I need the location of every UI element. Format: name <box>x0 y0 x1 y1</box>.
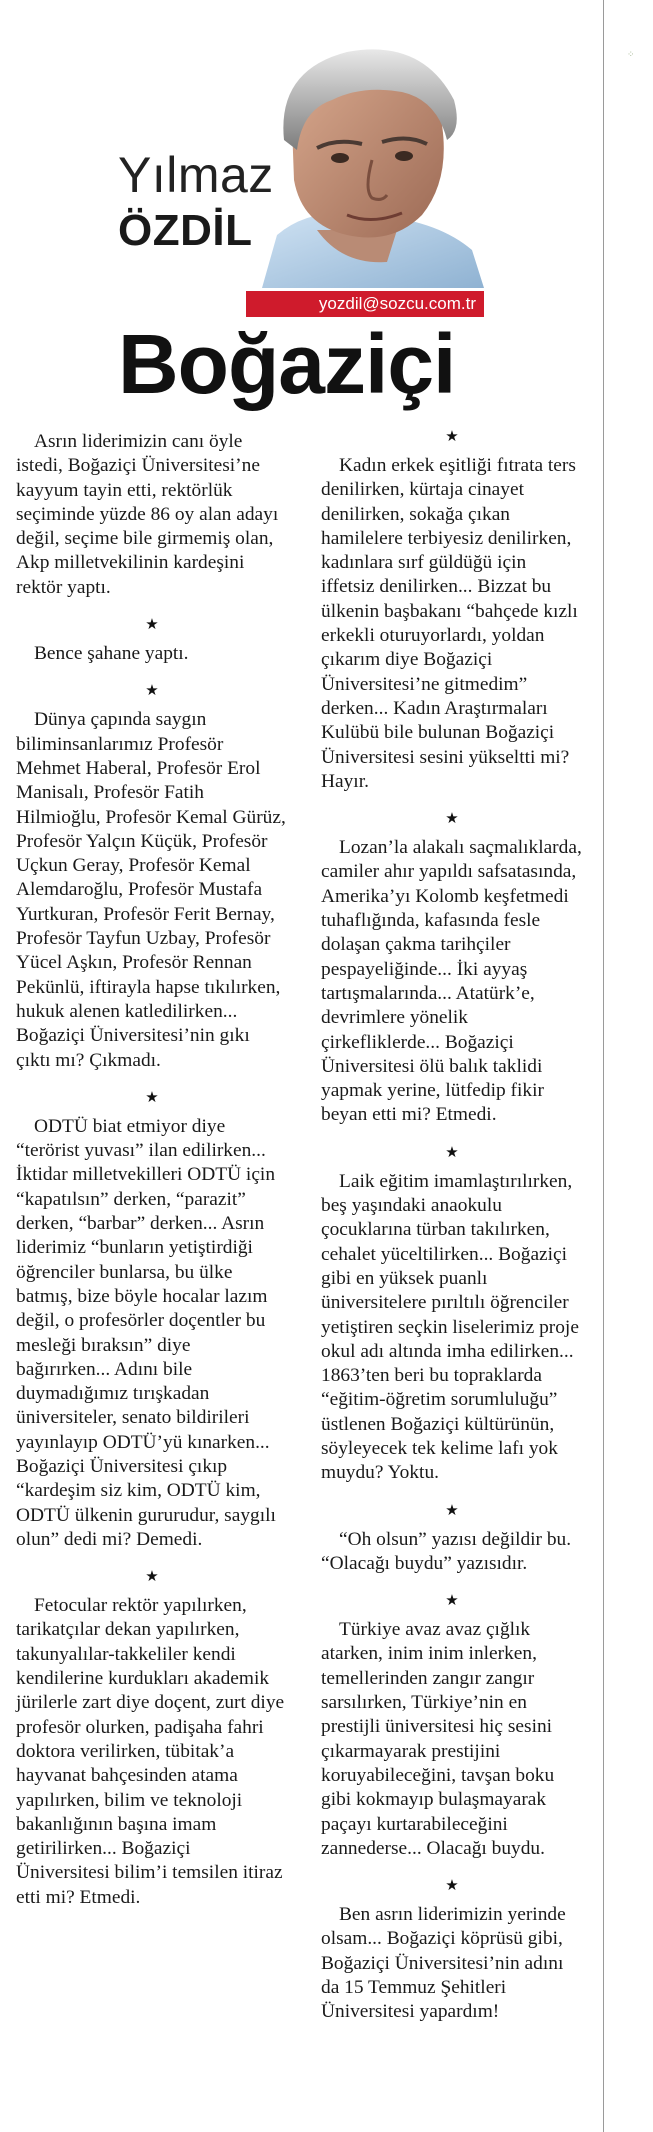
left-paragraph-3: Dünya çapında saygın biliminsanlarımız Profesör Mehmet Haberal, Profesör Erol Manisalı, Profesör Fatih Hilmioğlu, Profesör Kemal Gürüz, Profesör Yalçın Küçük, Profesör Uçkun Geray, Profesör Kemal Alemdaroğlu, Profesör Mustafa Yurtkuran, Profesör Ferit Bernay, Profesör Tayfun Uzbay, Profesör Yücel Aşkın, Profesör Rennan Pekünlü, iftirayla hapse tıkılırken, hukuk alenen katledilirken... Boğaziçi Üniversitesi’nin gıkı çıktı mı? Çıkmadı. <box>16 709 286 1071</box>
left-paragraph-4: ODTÜ biat etmiyor diye “terörist yuvası” ilan edilirken... İktidar milletvekilleri ODTÜ için “kapatılsın” derken, “parazit” derken, “barbar” derken... Asrın liderimiz “bunların yetiştirdiği öğrenciler bunlarsa, bu ülke batmış, bize böyle hocalar lazım değil, o profesörler doçentler bu mesleği bıraksın” diye bağırırken... Adını bile duymadığımız tırışkadan üniversiteler, senato bildirileri yayınlayıp ODTÜ’yü kınarken... Boğaziçi Üniversitesi çıkıp “kardeşim siz kim, ODTÜ kim, ODTÜ ülkenin gururudur, saygılı olun” dedi mi? Demedi. <box>16 1115 276 1550</box>
right-paragraph-1: Kadın erkek eşitliği fıtrata ters denilirken, kürtaja cinayet denilirken, sokağa çıkan hamilelere terbiyesiz denilirken, kadınlara sırf güldüğü için iffetsiz denilirken... Bizzat bu ülkenin başbakanı “bahçede kızlı erkekli oturuyorlardı, yoldan çıkarım diye Boğaziçi Üniversitesi’ne gitmedim” derken... Kadın Araştırmaları Kulübü bile bulunan Boğaziçi Üniversitesi sesini yükseltti mi? Hayır. <box>321 455 578 792</box>
article-right-column <box>321 427 583 2025</box>
left-paragraph-5: Fetocular rektör yapılırken, tarikatçılar dekan yapılırken, takunyalılar-takkeliler kendi kendilerine kurdukları akademik jürilerle zart diye doçent, zurt diye profesör olurken, padişaha fahri doktora verilirken, tübitak’a hayvanat bahçesinden atama yapılırken, bilim ve teknoloji bakanlığının başına imam getirilirken... Boğaziçi Üniversitesi bilim’i temsilen itiraz etti mi? Etmedi. <box>16 1595 285 1908</box>
left-paragraph-2: Bence şahane yaptı. <box>34 643 189 665</box>
star-separator-icon: ★ <box>445 809 459 828</box>
star-separator-icon: ★ <box>445 1500 459 1519</box>
columnist-email[interactable]: yozdil@sozcu.com.tr <box>318 294 476 313</box>
star-separator-icon: ★ <box>145 615 159 634</box>
right-paragraph-3: Laik eğitim imamlaştırılırken, beş yaşındaki anaokulu çocuklarına türban takılırken, cehalet yüceltilirken... Boğaziçi gibi en yüksek puanlı üniversitelere pırıltılı öğrenciler yetiştiren seçkin liselerimiz proje okul adı altında imha edilirken... 1863’ten beri bu topraklarda “eğitim-öğretim sorumluluğu” üstlenen Boğaziçi kültürünün, söyleyecek tek kelime lafı yok muydu? Yoktu. <box>321 1170 579 1484</box>
article-left-column <box>16 430 288 1910</box>
star-separator-icon: ★ <box>445 1591 459 1610</box>
right-paragraph-4: “Oh olsun” yazısı değildir bu. “Olacağı buydu” yazısıdır. <box>321 1528 572 1574</box>
registration-mark-icon: ⁘ <box>627 50 637 60</box>
columnist-last-name: ÖZDİL <box>118 206 253 255</box>
column-divider-line <box>603 0 604 2132</box>
star-separator-icon: ★ <box>145 1567 159 1586</box>
star-separator-icon: ★ <box>145 1087 159 1106</box>
star-separator-icon: ★ <box>445 1876 459 1895</box>
article-headline: Boğaziçi <box>118 317 456 411</box>
columnist-first-name: Yılmaz <box>118 147 274 203</box>
right-paragraph-5: Türkiye avaz avaz çığlık atarken, inim inim inlerken, temellerinden zangır zangır sarsılırken, Türkiye’nin en prestijli üniversitesi hiç sesini çıkarmayarak prestijini koruyabileceğini, tavşan boku gibi kokmayıp bulaşmayarak paçayı kurtarabileceğini zannederse... Olacağı buydu. <box>321 1619 555 1859</box>
column-header <box>0 0 603 411</box>
star-separator-icon: ★ <box>445 1142 459 1161</box>
email-banner <box>246 291 484 317</box>
star-separator-icon: ★ <box>145 681 159 700</box>
right-paragraph-2: Lozan’la alakalı saçmalıklarda, camiler ahır yapıldı safsatasında, Amerika’yı Kolomb keşfetmedi tuhaflığında, kafasında fesle dolaşan çakma tarihçiler pespayeliğinde... İki ayyaş tartışmalarında... Atatürk’e, devrimlere yönelik çirkefliklerde... Boğaziçi Üniversitesi ölü balık taklidi yapmak yerine, lütfedip fikir beyan etti mi? Etmedi. <box>321 837 582 1126</box>
star-separator-icon: ★ <box>445 427 459 445</box>
right-paragraph-6: Ben asrın liderimizin yerinde olsam... Boğaziçi köprüsü gibi, Boğaziçi Üniversitesi’nin adını da 15 Temmuz Şehitleri Üniversitesi yapardım! <box>321 1904 566 2023</box>
left-paragraph-1: Asrın liderimizin canı öyle istedi, Boğaziçi Üniversitesi’ne kayyum tayin etti, rektörlük seçiminde yüzde 86 oy alan adayı değil, seçime bile girmemiş olan, Akp milletvekilinin kardeşini rektör yaptı. <box>16 431 279 598</box>
